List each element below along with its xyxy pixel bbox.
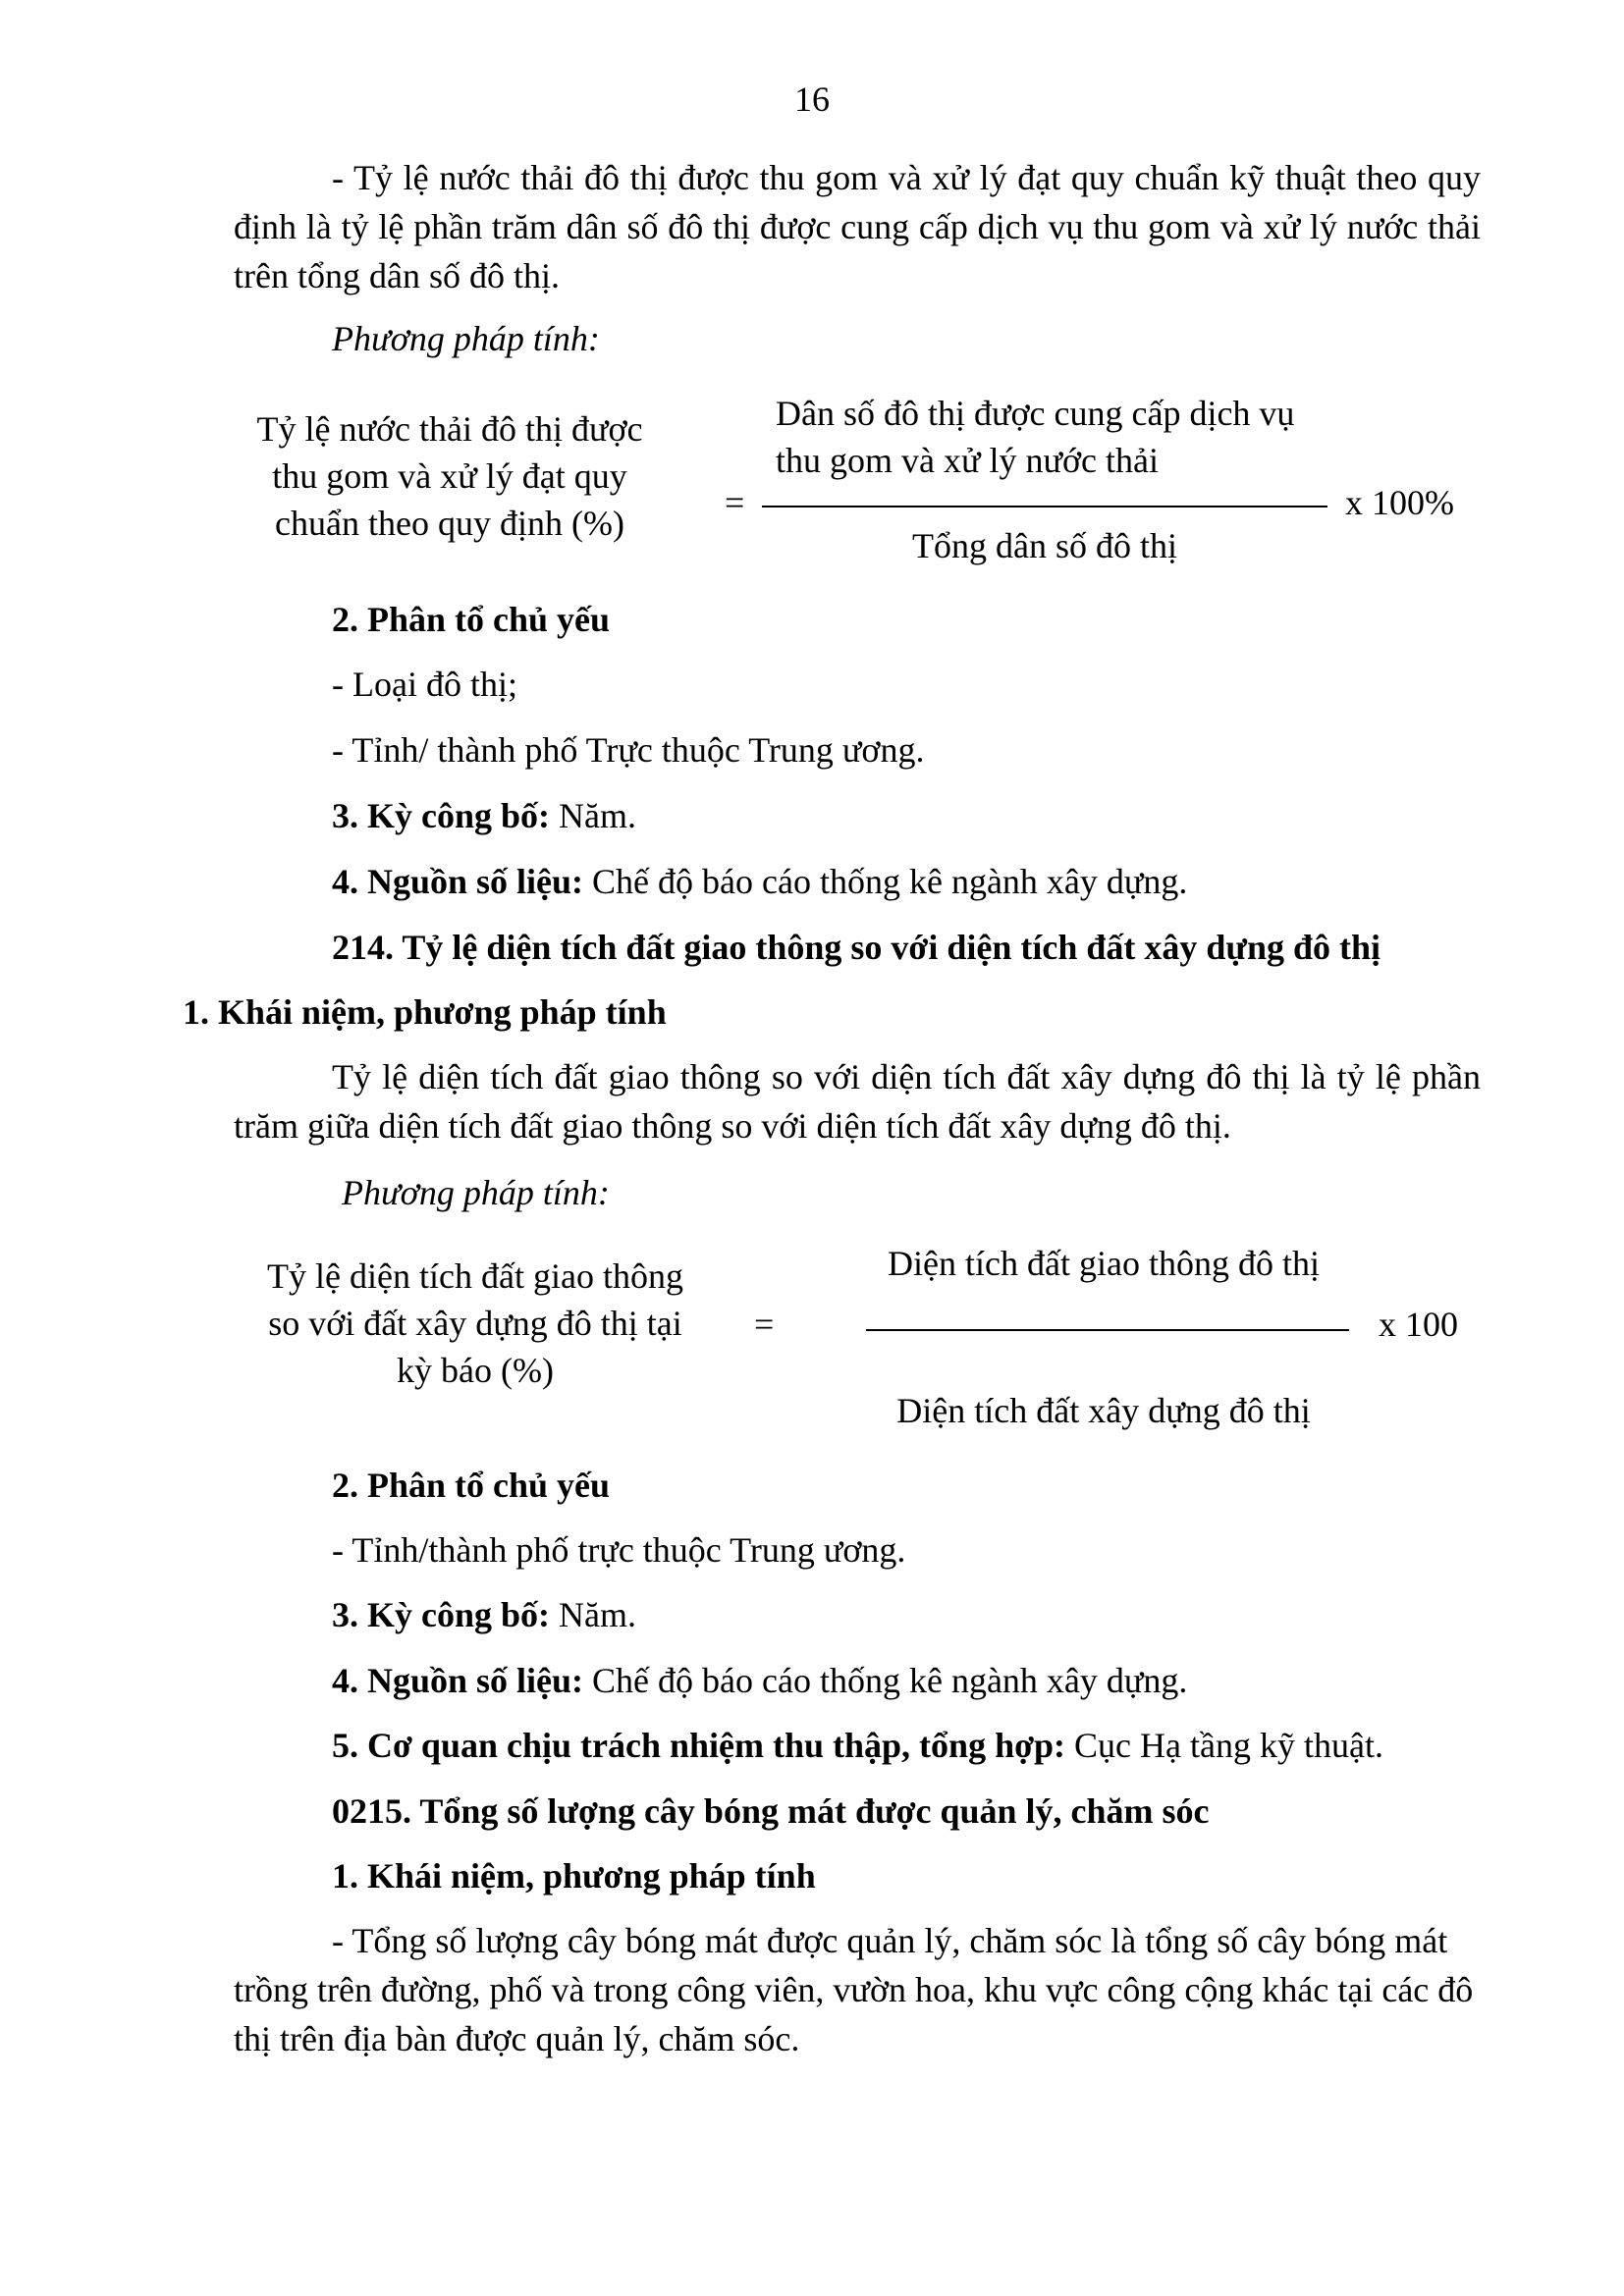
formula-equals: = [725,483,745,522]
breakdown-item: - Loại đô thị; [332,665,517,704]
formula-equals: = [754,1305,775,1344]
source-1 [332,857,1187,906]
fraction-bar [866,1329,1349,1331]
wastewater-definition: - Tỷ lệ nước thải đô thị được thu gom và xử lý đạt quy chuẩn kỹ thuật theo quy định là tỷ lệ phần trăm dân số đô thị được cung cấp dịch vụ thu gom và xử lý nước thải trên tổng dân số đô thị. [234,158,1481,295]
breakdown-title-1: 2. Phân tổ chủ yếu [332,600,611,639]
source-2 [332,1656,1187,1705]
formula-lhs: Tỷ lệ diện tích đất giao thông so với đất xây dựng đô thị tại kỳ báo (%) [267,1256,683,1390]
source-label: 4. Nguồn số liệu: [332,862,584,901]
method-label-1: Phương pháp tính: [332,319,600,358]
period-2 [332,1590,636,1639]
breakdown-item: - Tỉnh/ thành phố Trực thuộc Trung ương. [332,730,925,770]
agency-2 [332,1721,1383,1770]
formula-numerator: Dân số đô thị được cung cấp dịch vụ thu gom và xử lý nước thải [776,394,1295,480]
formula-denominator: Tổng dân số đô thị [912,526,1177,565]
source-value: Chế độ báo cáo thống kê ngành xây dựng. [583,1661,1188,1700]
source-label: 4. Nguồn số liệu: [332,1661,584,1700]
section-214-concept-title: 1. Khái niệm, phương pháp tính [183,992,667,1032]
page-number: 16 [794,80,830,119]
section-0215-definition: - Tổng số lượng cây bóng mát được quản lý, chăm sóc là tổng số cây bóng mát trồng trên đường, phố và trong công viên, vườn hoa, khu vực công cộng khác tại các đô thị trên địa bàn được quản lý, chăm sóc. [234,1921,1474,2058]
period-label: 3. Kỳ công bố: [332,796,551,835]
period-value: Năm. [550,1595,636,1634]
agency-label: 5. Cơ quan chịu trách nhiệm thu thập, tổng hợp: [332,1726,1066,1765]
period-1 [332,791,636,840]
formula-numerator: Diện tích đất giao thông đô thị [888,1244,1320,1283]
source-value: Chế độ báo cáo thống kê ngành xây dựng. [583,862,1188,901]
period-label: 3. Kỳ công bố: [332,1595,551,1634]
section-214-definition: Tỷ lệ diện tích đất giao thông so với diện tích đất xây dựng đô thị là tỷ lệ phần trăm giữa diện tích đất giao thông so với diện tích đất xây dựng đô thị. [234,1057,1481,1146]
method-label-2: Phương pháp tính: [342,1173,610,1212]
breakdown-item: - Tỉnh/thành phố trực thuộc Trung ương. [332,1530,906,1570]
fraction-bar [762,506,1327,507]
section-0215-concept-title: 1. Khái niệm, phương pháp tính [332,1856,816,1896]
section-214-title: 214. Tỷ lệ diện tích đất giao thông so với diện tích đất xây dựng đô thị [332,928,1381,967]
period-value: Năm. [550,796,636,835]
agency-value: Cục Hạ tầng kỹ thuật. [1065,1726,1383,1765]
section-0215-title: 0215. Tổng số lượng cây bóng mát được quản lý, chăm sóc [332,1791,1210,1831]
breakdown-title-2: 2. Phân tổ chủ yếu [332,1466,611,1505]
formula-lhs: Tỷ lệ nước thải đô thị được thu gom và xử lý đạt quy chuẩn theo quy định (%) [256,409,643,543]
formula-multiplier: x 100% [1345,483,1454,522]
formula-wastewater [234,388,1490,584]
formula-multiplier: x 100 [1379,1305,1458,1344]
formula-denominator: Diện tích đất xây dựng đô thị [896,1391,1311,1430]
formula-land-ratio [234,1229,1490,1445]
